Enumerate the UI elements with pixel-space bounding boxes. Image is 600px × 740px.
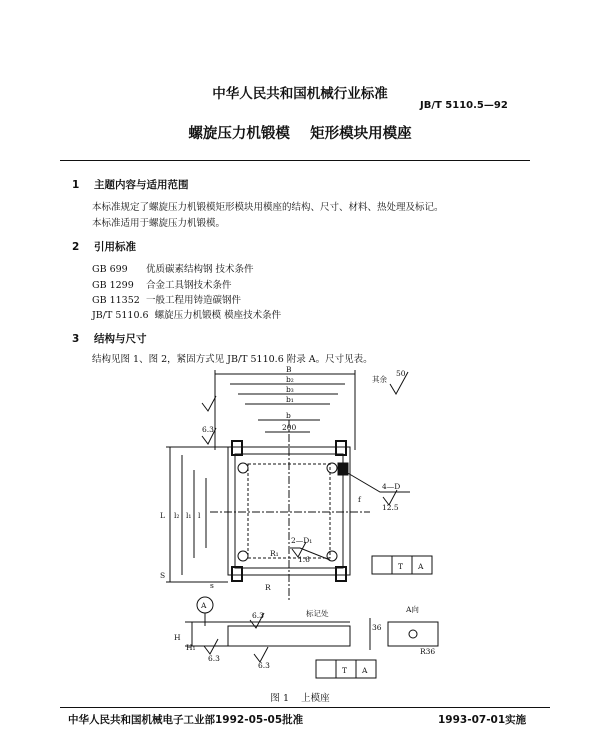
- label-b: b: [286, 411, 291, 420]
- section-1-para-2: 本标准适用于螺旋压力机锻模。: [92, 218, 226, 229]
- section-3-heading: 3 结构与尺寸: [72, 333, 147, 345]
- label-b2: b₂: [286, 375, 294, 384]
- label-1-6: 1.6: [298, 555, 310, 564]
- label-rest-ra: 50: [396, 369, 406, 378]
- label-view-A: A向: [406, 605, 419, 614]
- label-mark-position: 标记处: [306, 609, 329, 618]
- implementation-date: 1993-07-01实施: [438, 714, 527, 726]
- industry-title: 中华人民共和国机械行业标准: [212, 86, 388, 102]
- footer-rule: [60, 707, 550, 708]
- label-R1: R₁: [270, 549, 279, 558]
- label-ra63-side2: 6.3: [258, 661, 270, 670]
- label-36: 36: [372, 623, 382, 632]
- reference-item: JB/T 5110.6 螺旋压力机锻模 模座技术条件: [92, 310, 282, 321]
- standard-code: JB/T 5110.5—92: [420, 100, 508, 111]
- label-tol-T: T: [398, 562, 404, 571]
- figure-caption: 图 1 上模座: [270, 693, 330, 704]
- label-H: H: [174, 633, 181, 642]
- label-B: B: [286, 365, 292, 374]
- label-rest: 其余: [372, 375, 387, 384]
- label-H1: H₁: [186, 643, 196, 652]
- section-1-para-1: 本标准规定了螺旋压力机锻模矩形模块用模座的结构、尺寸、材料、热处理及标记。: [92, 202, 444, 213]
- label-ra125: 12.5: [382, 503, 399, 512]
- approval-line: 中华人民共和国机械电子工业部1992-05-05批准: [68, 714, 304, 726]
- label-f: f: [358, 495, 361, 504]
- label-tol-T-side: T: [342, 666, 348, 675]
- figure-1-drawing: [0, 360, 600, 690]
- label-ra63-side: 6.3: [208, 654, 220, 663]
- label-200: 200: [282, 423, 297, 432]
- label-R36: R36: [420, 647, 436, 656]
- label-b1: b₁: [286, 395, 294, 404]
- label-ra63-side3: 6.3: [252, 611, 264, 620]
- label-l1: l₁: [186, 511, 192, 520]
- label-ra63: 6.3: [202, 425, 214, 434]
- label-S: S: [160, 571, 166, 580]
- reference-item: GB 11352 一般工程用铸造碳钢件: [92, 295, 242, 306]
- reference-item: GB 699 优质碳素结构钢 技术条件: [92, 264, 254, 275]
- section-3-para-1: 结构见图 1、图 2，紧固方式见 JB/T 5110.6 附录 A。尺寸见表。: [92, 354, 373, 365]
- label-R: R: [265, 583, 271, 592]
- label-tol-A-side: A: [362, 666, 368, 675]
- label-s: s: [210, 581, 214, 590]
- header-rule: [60, 160, 530, 161]
- reference-item: GB 1299 合金工具钢技术条件: [92, 280, 232, 291]
- section-1-heading: 1 主题内容与适用范围: [72, 179, 189, 191]
- label-datum-A: A: [201, 601, 207, 610]
- label-L: L: [160, 511, 165, 520]
- document-title: 螺旋压力机锻模 矩形模块用模座: [188, 126, 412, 142]
- label-b3: b₃: [286, 385, 294, 394]
- label-l2: l₂: [174, 511, 180, 520]
- label-2D1: 2—D₁: [291, 536, 313, 545]
- section-2-heading: 2 引用标准: [72, 241, 136, 253]
- label-l: l: [198, 511, 201, 520]
- label-tol-A: A: [418, 562, 424, 571]
- label-4D: 4—D: [382, 482, 401, 491]
